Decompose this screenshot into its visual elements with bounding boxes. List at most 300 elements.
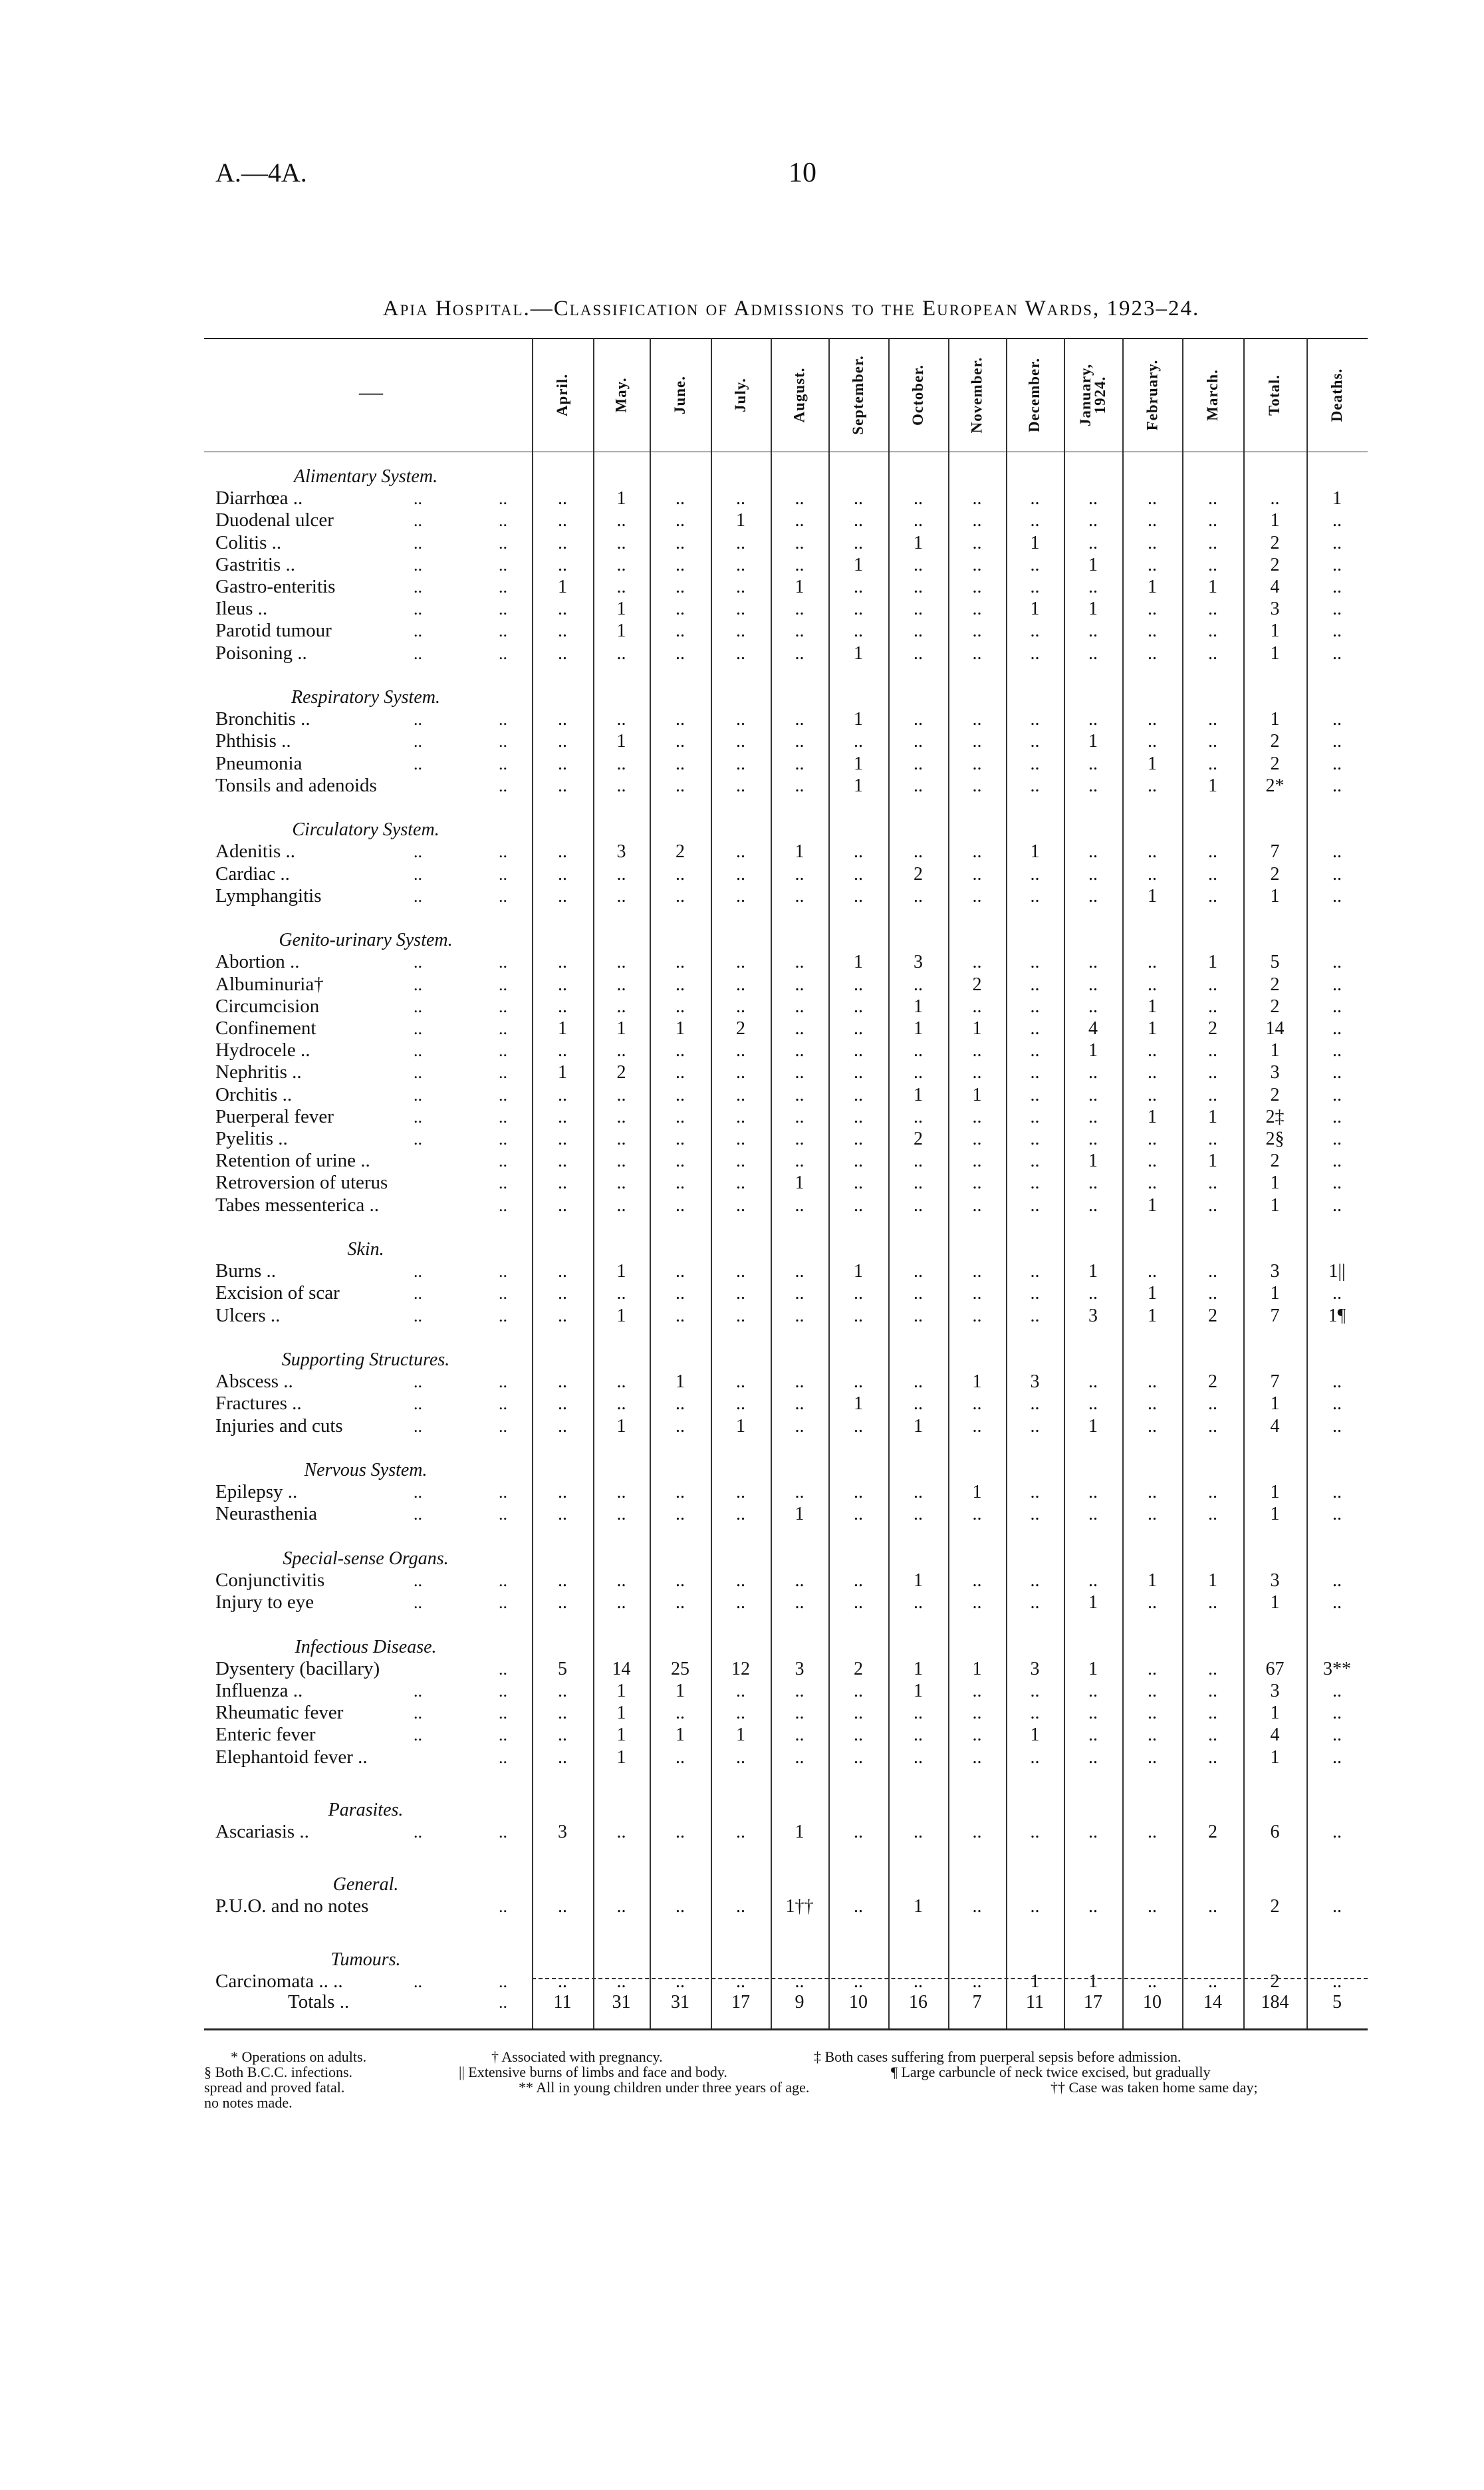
leader-dots: .. xyxy=(499,1971,507,1991)
cell-may: .. xyxy=(616,1822,626,1842)
leader-dots: .. xyxy=(414,1306,422,1325)
cell-december: .. xyxy=(1030,775,1040,796)
cell-january: 1 xyxy=(1088,1261,1098,1282)
cell-january: .. xyxy=(1088,1570,1098,1591)
leader-dots: .. xyxy=(414,1063,422,1083)
cell-deaths: .. xyxy=(1332,642,1342,664)
cell-total: 5 xyxy=(1270,952,1280,973)
cell-deaths: .. xyxy=(1332,753,1342,774)
cell-august: 1†† xyxy=(785,1896,814,1917)
section-heading: Special-sense Organs. xyxy=(283,1548,449,1569)
section-heading-row xyxy=(0,1349,1484,1371)
cell-may: .. xyxy=(616,1896,626,1917)
cell-october: .. xyxy=(914,1703,923,1724)
leader-dots: .. xyxy=(499,555,507,575)
cell-september: .. xyxy=(854,1746,863,1768)
cell-deaths: .. xyxy=(1332,1129,1342,1149)
section-heading-row xyxy=(0,686,1484,708)
cell-total: 1 xyxy=(1270,1482,1280,1503)
cell-march: .. xyxy=(1208,1062,1217,1083)
cell-july: .. xyxy=(736,974,745,995)
cell-march: 2 xyxy=(1208,1018,1217,1039)
cell-september: .. xyxy=(854,621,863,642)
cell-march: .. xyxy=(1208,1194,1217,1216)
leader-dots: .. xyxy=(499,511,507,531)
cell-total: 2 xyxy=(1270,532,1280,553)
cell-september: .. xyxy=(854,488,863,509)
cell-september: .. xyxy=(854,1194,863,1216)
cell-september: .. xyxy=(854,1084,863,1105)
cell-may: .. xyxy=(616,1129,626,1149)
cell-june: .. xyxy=(676,599,685,620)
cell-october: 16 xyxy=(909,1992,928,2012)
leader-dots: .. xyxy=(414,1284,422,1304)
cell-march: .. xyxy=(1208,1482,1217,1503)
cell-june: .. xyxy=(676,1040,685,1061)
leader-dots: .. xyxy=(499,599,507,619)
cell-april: .. xyxy=(558,1971,567,1992)
cell-april: .. xyxy=(558,1151,567,1172)
cell-august: .. xyxy=(795,1371,804,1393)
cell-may: .. xyxy=(616,753,626,774)
cell-april: .. xyxy=(558,642,567,664)
cell-november: .. xyxy=(972,1173,982,1194)
cell-august: .. xyxy=(795,996,804,1017)
section-heading-row xyxy=(0,1459,1484,1481)
cell-total: 67 xyxy=(1265,1658,1285,1679)
cell-total: 1 xyxy=(1270,885,1280,906)
row-label: Diarrhœa .. xyxy=(215,487,303,509)
leader-dots: .. xyxy=(414,1129,422,1149)
leader-dots: .. xyxy=(499,1659,507,1679)
cell-august: 3 xyxy=(795,1658,804,1679)
cell-deaths: .. xyxy=(1332,1084,1342,1105)
table-row xyxy=(0,996,1484,1018)
cell-february: 10 xyxy=(1143,1992,1162,2012)
cell-total: 3 xyxy=(1270,1570,1280,1591)
cell-july: .. xyxy=(736,731,745,752)
cell-december: 1 xyxy=(1030,599,1040,620)
cell-september: 1 xyxy=(854,1393,863,1415)
cell-total: 184 xyxy=(1261,1992,1289,2012)
column-header-label: June. xyxy=(671,375,688,415)
cell-may: 2 xyxy=(616,1062,626,1083)
cell-april: .. xyxy=(558,841,567,863)
cell-september: .. xyxy=(854,532,863,553)
cell-september: 2 xyxy=(854,1658,863,1679)
cell-october: .. xyxy=(914,1283,923,1304)
cell-march: 2 xyxy=(1208,1371,1217,1393)
leader-dots: .. xyxy=(499,996,507,1016)
table-row xyxy=(0,1194,1484,1216)
cell-september: .. xyxy=(854,1173,863,1194)
cell-december: 1 xyxy=(1030,532,1040,553)
cell-april: .. xyxy=(558,1173,567,1194)
cell-november: .. xyxy=(972,1592,982,1613)
cell-september: .. xyxy=(854,1703,863,1724)
row-label: Poisoning .. xyxy=(215,642,307,664)
cell-march: .. xyxy=(1208,599,1217,620)
cell-january: .. xyxy=(1088,709,1098,730)
table-row xyxy=(0,951,1484,973)
cell-october: .. xyxy=(914,488,923,509)
cell-may: 1 xyxy=(616,1725,626,1746)
leader-dots: .. xyxy=(499,1504,507,1524)
cell-april: .. xyxy=(558,996,567,1017)
cell-september: .. xyxy=(854,996,863,1017)
cell-august: .. xyxy=(795,532,804,553)
cell-march: .. xyxy=(1208,1415,1217,1437)
footnote: ** All in young children under three years of age. xyxy=(519,2079,810,2096)
table-row xyxy=(0,1503,1484,1525)
cell-deaths: .. xyxy=(1332,1194,1342,1216)
cell-deaths: 1¶ xyxy=(1328,1305,1346,1326)
cell-july: .. xyxy=(736,1896,745,1917)
cell-june: .. xyxy=(676,1062,685,1083)
footnote: spread and proved fatal. xyxy=(204,2079,345,2096)
cell-total: 7 xyxy=(1270,841,1280,863)
cell-march: .. xyxy=(1208,1040,1217,1061)
cell-september: .. xyxy=(854,510,863,531)
column-header-label: July. xyxy=(731,378,749,412)
cell-september: .. xyxy=(854,577,863,597)
leader-dots: .. xyxy=(414,1107,422,1127)
cell-march: 1 xyxy=(1208,952,1217,973)
cell-august: .. xyxy=(795,599,804,620)
cell-july: .. xyxy=(736,775,745,796)
row-label: Ulcers .. xyxy=(215,1304,281,1326)
cell-february: .. xyxy=(1148,1040,1157,1061)
cell-september: .. xyxy=(854,1725,863,1746)
cell-february: .. xyxy=(1148,1393,1157,1415)
cell-february: .. xyxy=(1148,1971,1157,1992)
cell-november: .. xyxy=(972,731,982,752)
cell-may: 1 xyxy=(616,1681,626,1701)
row-label: Adenitis .. xyxy=(215,841,296,863)
cell-total: 2 xyxy=(1270,554,1280,575)
cell-january: .. xyxy=(1088,1746,1098,1768)
leader-dots: .. xyxy=(414,996,422,1016)
row-label: Neurasthenia xyxy=(215,1503,317,1525)
cell-may: .. xyxy=(616,863,626,885)
cell-november: 1 xyxy=(972,1658,982,1679)
cell-deaths: .. xyxy=(1332,1393,1342,1415)
row-label: Ileus .. xyxy=(215,598,268,620)
cell-deaths: .. xyxy=(1332,1371,1342,1393)
cell-august: .. xyxy=(795,1261,804,1282)
leader-dots: .. xyxy=(499,577,507,597)
cell-total: 6 xyxy=(1270,1822,1280,1842)
section-heading-row xyxy=(0,819,1484,841)
cell-august: .. xyxy=(795,1151,804,1172)
cell-november: 1 xyxy=(972,1084,982,1105)
cell-january: .. xyxy=(1088,841,1098,863)
column-header-november xyxy=(948,339,1006,451)
cell-june: .. xyxy=(676,1703,685,1724)
row-label: Abortion .. xyxy=(215,951,300,973)
cell-april: .. xyxy=(558,1681,567,1701)
cell-november: .. xyxy=(972,996,982,1017)
cell-april: .. xyxy=(558,709,567,730)
row-label: P.U.O. and no notes xyxy=(215,1895,369,1917)
leader-dots: .. xyxy=(499,533,507,553)
leader-dots: .. xyxy=(499,1284,507,1304)
cell-february: .. xyxy=(1148,1703,1157,1724)
cell-december: .. xyxy=(1030,1173,1040,1194)
cell-may: .. xyxy=(616,554,626,575)
leader-dots: .. xyxy=(499,1262,507,1282)
cell-december: .. xyxy=(1030,577,1040,597)
cell-august: .. xyxy=(795,1681,804,1701)
leader-dots: .. xyxy=(499,1703,507,1723)
cell-july: .. xyxy=(736,1822,745,1842)
cell-august: .. xyxy=(795,1040,804,1061)
cell-november: .. xyxy=(972,1283,982,1304)
leader-dots: .. xyxy=(414,732,422,752)
cell-april: .. xyxy=(558,1482,567,1503)
cell-august: .. xyxy=(795,1703,804,1724)
cell-may: 31 xyxy=(612,1992,631,2012)
cell-april: 5 xyxy=(558,1658,567,1679)
cell-march: .. xyxy=(1208,753,1217,774)
row-label: Enteric fever xyxy=(215,1724,316,1746)
row-label: Hydrocele .. xyxy=(215,1039,310,1061)
column-header-label: February. xyxy=(1144,359,1160,431)
table-row xyxy=(0,775,1484,797)
cell-december: .. xyxy=(1030,1681,1040,1701)
cell-deaths: .. xyxy=(1332,1018,1342,1039)
cell-july: .. xyxy=(736,1173,745,1194)
table-row xyxy=(0,642,1484,664)
table-row xyxy=(0,1150,1484,1172)
cell-september: .. xyxy=(854,1592,863,1613)
cell-january: .. xyxy=(1088,1725,1098,1746)
cell-june: .. xyxy=(676,642,685,664)
cell-august: .. xyxy=(795,753,804,774)
cell-august: .. xyxy=(795,1305,804,1326)
row-label: Puerperal fever xyxy=(215,1105,334,1127)
cell-june: .. xyxy=(676,1822,685,1842)
cell-march: .. xyxy=(1208,731,1217,752)
leader-dots: .. xyxy=(499,1041,507,1061)
cell-august: .. xyxy=(795,1592,804,1613)
cell-august: .. xyxy=(795,1746,804,1768)
cell-february: .. xyxy=(1148,1129,1157,1149)
leader-dots: .. xyxy=(499,952,507,972)
table-row xyxy=(0,1371,1484,1393)
row-label: Injuries and cuts xyxy=(215,1415,343,1437)
cell-september: .. xyxy=(854,1106,863,1127)
column-header-january xyxy=(1064,339,1122,451)
cell-october: .. xyxy=(914,599,923,620)
cell-march: .. xyxy=(1208,1504,1217,1525)
row-label: Pyelitis .. xyxy=(215,1128,288,1149)
leader-dots: .. xyxy=(414,533,422,553)
cell-april: .. xyxy=(558,621,567,642)
leader-dots: .. xyxy=(414,1725,422,1745)
cell-june: .. xyxy=(676,1129,685,1149)
cell-september: .. xyxy=(854,1570,863,1591)
cell-february: .. xyxy=(1148,1173,1157,1194)
cell-total: 1 xyxy=(1270,1504,1280,1525)
leader-dots: .. xyxy=(414,1416,422,1436)
leader-dots: .. xyxy=(414,643,422,663)
row-label: Ascariasis .. xyxy=(215,1821,309,1842)
cell-march: .. xyxy=(1208,642,1217,664)
cell-march: .. xyxy=(1208,841,1217,863)
cell-february: .. xyxy=(1148,1681,1157,1701)
leader-dots: .. xyxy=(414,864,422,884)
cell-total: 1 xyxy=(1270,1283,1280,1304)
cell-deaths: .. xyxy=(1332,1415,1342,1437)
cell-november: .. xyxy=(972,1746,982,1768)
cell-deaths: 1 xyxy=(1332,488,1342,509)
cell-january: .. xyxy=(1088,532,1098,553)
cell-may: .. xyxy=(616,1106,626,1127)
cell-may: .. xyxy=(616,1084,626,1105)
cell-november: .. xyxy=(972,1725,982,1746)
leader-dots: .. xyxy=(414,1504,422,1524)
cell-november: .. xyxy=(972,532,982,553)
cell-november: .. xyxy=(972,841,982,863)
cell-april: .. xyxy=(558,1040,567,1061)
cell-january: .. xyxy=(1088,974,1098,995)
cell-august: .. xyxy=(795,1194,804,1216)
cell-june: .. xyxy=(676,731,685,752)
cell-total: 1 xyxy=(1270,1040,1280,1061)
cell-november: .. xyxy=(972,709,982,730)
leader-dots: .. xyxy=(499,1019,507,1038)
footnote: † Associated with pregnancy. xyxy=(491,2048,663,2065)
cell-november: 1 xyxy=(972,1018,982,1039)
section-heading-row xyxy=(0,1238,1484,1260)
cell-october: 3 xyxy=(914,952,923,973)
cell-june: 25 xyxy=(671,1658,689,1679)
cell-september: 1 xyxy=(854,775,863,796)
page-number: 10 xyxy=(789,158,816,188)
cell-may: .. xyxy=(616,510,626,531)
cell-deaths: .. xyxy=(1332,577,1342,597)
cell-november: .. xyxy=(972,1129,982,1149)
cell-june: .. xyxy=(676,952,685,973)
row-label: Cardiac .. xyxy=(215,863,290,885)
cell-deaths: .. xyxy=(1332,1482,1342,1503)
cell-december: .. xyxy=(1030,621,1040,642)
cell-april: .. xyxy=(558,1570,567,1591)
cell-march: .. xyxy=(1208,1703,1217,1724)
table-row xyxy=(0,1018,1484,1039)
row-label: Injury to eye xyxy=(215,1591,314,1613)
section-heading-row xyxy=(0,1949,1484,1971)
cell-deaths: .. xyxy=(1332,1040,1342,1061)
cell-september: .. xyxy=(854,1062,863,1083)
column-header-label: Total. xyxy=(1266,374,1283,416)
cell-may: .. xyxy=(616,996,626,1017)
cell-november: .. xyxy=(972,1415,982,1437)
cell-september: .. xyxy=(854,1504,863,1525)
cell-october: .. xyxy=(914,1822,923,1842)
cell-july: .. xyxy=(736,1283,745,1304)
cell-december: .. xyxy=(1030,554,1040,575)
cell-march: .. xyxy=(1208,1173,1217,1194)
leader-dots: .. xyxy=(499,864,507,884)
cell-april: .. xyxy=(558,952,567,973)
cell-september: .. xyxy=(854,1151,863,1172)
section-heading-row xyxy=(0,1548,1484,1570)
leader-dots: .. xyxy=(499,1151,507,1171)
cell-july: .. xyxy=(736,885,745,906)
cell-december: .. xyxy=(1030,1129,1040,1149)
cell-deaths: .. xyxy=(1332,885,1342,906)
cell-december: .. xyxy=(1030,1570,1040,1591)
cell-november: .. xyxy=(972,1393,982,1415)
cell-october: .. xyxy=(914,1151,923,1172)
cell-october: .. xyxy=(914,621,923,642)
cell-november: .. xyxy=(972,863,982,885)
cell-january: .. xyxy=(1088,1681,1098,1701)
cell-november: .. xyxy=(972,599,982,620)
cell-january: .. xyxy=(1088,885,1098,906)
cell-january: 1 xyxy=(1088,1151,1098,1172)
cell-april: 1 xyxy=(558,1018,567,1039)
cell-february: 1 xyxy=(1148,1018,1157,1039)
cell-january: 3 xyxy=(1088,1305,1098,1326)
cell-december: .. xyxy=(1030,1415,1040,1437)
cell-deaths: .. xyxy=(1332,1283,1342,1304)
cell-january: 1 xyxy=(1088,1971,1098,1992)
cell-august: .. xyxy=(795,885,804,906)
cell-january: .. xyxy=(1088,996,1098,1017)
leader-dots: .. xyxy=(414,842,422,862)
cell-march: .. xyxy=(1208,1129,1217,1149)
cell-july: .. xyxy=(736,1106,745,1127)
cell-december: 1 xyxy=(1030,1725,1040,1746)
leader-dots: .. xyxy=(499,775,507,795)
cell-june: .. xyxy=(676,863,685,885)
cell-total: 2 xyxy=(1270,1084,1280,1105)
cell-september: .. xyxy=(854,1371,863,1393)
cell-december: .. xyxy=(1030,1482,1040,1503)
row-label: Influenza .. xyxy=(215,1680,303,1701)
leader-dots: .. xyxy=(414,1019,422,1038)
cell-july: .. xyxy=(736,1746,745,1768)
cell-total: 2§ xyxy=(1265,1129,1285,1149)
footnote: †† Case was taken home same day; xyxy=(1051,2079,1258,2096)
row-label: Retroversion of uterus xyxy=(215,1172,388,1194)
cell-september: .. xyxy=(854,1415,863,1437)
cell-october: .. xyxy=(914,1393,923,1415)
cell-august: .. xyxy=(795,1393,804,1415)
leader-dots: .. xyxy=(414,1822,422,1842)
cell-july: .. xyxy=(736,841,745,863)
cell-april: 3 xyxy=(558,1822,567,1842)
cell-deaths: .. xyxy=(1332,599,1342,620)
cell-july: .. xyxy=(736,1504,745,1525)
cell-total: 1 xyxy=(1270,1173,1280,1194)
leader-dots: .. xyxy=(499,1571,507,1590)
cell-may: .. xyxy=(616,1283,626,1304)
table-row xyxy=(0,576,1484,598)
cell-october: .. xyxy=(914,1062,923,1083)
cell-deaths: .. xyxy=(1332,1703,1342,1724)
cell-september: 1 xyxy=(854,1261,863,1282)
cell-june: .. xyxy=(676,1106,685,1127)
cell-august: .. xyxy=(795,1415,804,1437)
table-row xyxy=(0,841,1484,863)
cell-march: .. xyxy=(1208,709,1217,730)
cell-may: 1 xyxy=(616,599,626,620)
cell-january: .. xyxy=(1088,1084,1098,1105)
